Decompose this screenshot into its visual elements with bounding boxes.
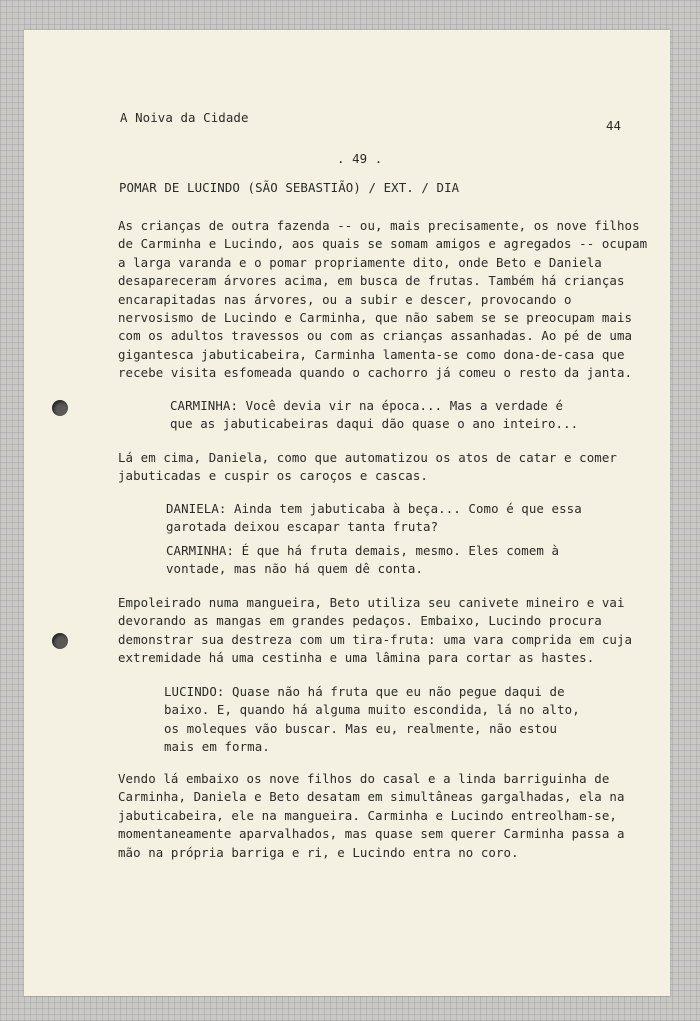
script-title: A Noiva da Cidade xyxy=(120,110,249,125)
text-line: demonstrar sua destreza com um tira-fruta: uma vara comprida em cuja xyxy=(118,631,633,647)
text-line: jabuticadas e cuspir os caroços e cascas. xyxy=(118,468,428,484)
text-line: a larga varanda e o pomar propriamente dito, onde Beto e Daniela xyxy=(118,254,602,270)
text-line: com os adultos travessos ou com as crianças assanhadas. Ao pé de uma xyxy=(118,328,633,344)
text-line: Empoleirado numa mangueira, Beto utiliza seu canivete mineiro e vai xyxy=(118,595,625,610)
dialogue-carminha-2 xyxy=(166,542,559,579)
scene-heading: POMAR DE LUCINDO (SÃO SEBASTIÃO) / EXT. / DIA xyxy=(119,180,460,195)
text-line: encarapitadas nas árvores, ou a subir e descer, provocando o xyxy=(118,291,572,307)
dialogue-daniela xyxy=(166,500,582,537)
action-paragraph-1 xyxy=(118,217,647,383)
action-paragraph-3 xyxy=(118,594,632,668)
text-line: que as jabuticabeiras daqui dão quase o ano inteiro... xyxy=(170,416,579,432)
text-line: vontade, mas não há quem dê conta. xyxy=(166,561,424,577)
page-number: 44 xyxy=(606,118,622,133)
text-line: CARMINHA: Você devia vir na época... Mas a verdade é xyxy=(170,398,564,413)
text-line: devorando as mangas em grandes pedaços. Embaixo, Lucindo procura xyxy=(118,613,602,629)
text-line: Vendo lá embaixo os nove filhos do casal e a linda barriguinha de xyxy=(118,771,610,786)
text-line: de Carminha e Lucindo, aos quais se somam amigos e agregados -- ocupam xyxy=(118,236,648,252)
text-line: Lá em cima, Daniela, como que automatizou os atos de catar e comer xyxy=(118,450,617,465)
text-line: LUCINDO: Quase não há fruta que eu não pegue daqui de xyxy=(164,684,565,699)
dialogue-lucindo xyxy=(164,683,580,757)
text-line: garotada deixou escapar tanta fruta? xyxy=(166,519,439,535)
text-line: As crianças de outra fazenda -- ou, mais precisamente, os nove filhos xyxy=(118,218,640,233)
text-line: momentaneamente aparvalhados, mas quase sem querer Carminha passa a xyxy=(118,826,625,842)
dialogue-carminha-1 xyxy=(170,397,578,434)
text-line: extremidade há uma cestinha e uma lâmina para cortar as hastes. xyxy=(118,650,595,666)
text-line: desapareceram árvores acima, em busca de frutas. Também há crianças xyxy=(118,273,625,289)
action-paragraph-2 xyxy=(118,449,617,486)
text-line: gigantesca jabuticabeira, Carminha lamenta-se como dona-de-casa que xyxy=(118,346,625,362)
action-paragraph-4 xyxy=(118,770,625,862)
text-line: os moleques vão buscar. Mas eu, realmente, não estou xyxy=(164,720,558,736)
text-line: jabuticabeira, ele na mangueira. Carminha e Lucindo entreolham-se, xyxy=(118,807,617,823)
text-line: DANIELA: Ainda tem jabuticaba à beça... Como é que essa xyxy=(166,501,582,516)
binder-hole-top xyxy=(52,400,68,416)
text-line: CARMINHA: É que há fruta demais, mesmo. Eles comem à xyxy=(166,543,560,558)
text-line: Carminha, Daniela e Beto desatam em simultâneas gargalhadas, ela na xyxy=(118,789,625,805)
scene-number: . 49 . xyxy=(337,151,383,166)
text-line: nervosismo de Lucindo e Carminha, que não sabem se se preocupam mais xyxy=(118,309,633,325)
text-line: mão na própria barriga e ri, e Lucindo entra no coro. xyxy=(118,844,519,860)
text-line: recebe visita esfomeada quando o cachorro já comeu o resto da janta. xyxy=(118,365,633,381)
text-line: mais em forma. xyxy=(164,739,270,755)
binder-hole-bottom xyxy=(52,633,68,649)
text-line: baixo. E, quando há alguma muito escondida, lá no alto, xyxy=(164,702,580,718)
script-page xyxy=(24,30,670,996)
